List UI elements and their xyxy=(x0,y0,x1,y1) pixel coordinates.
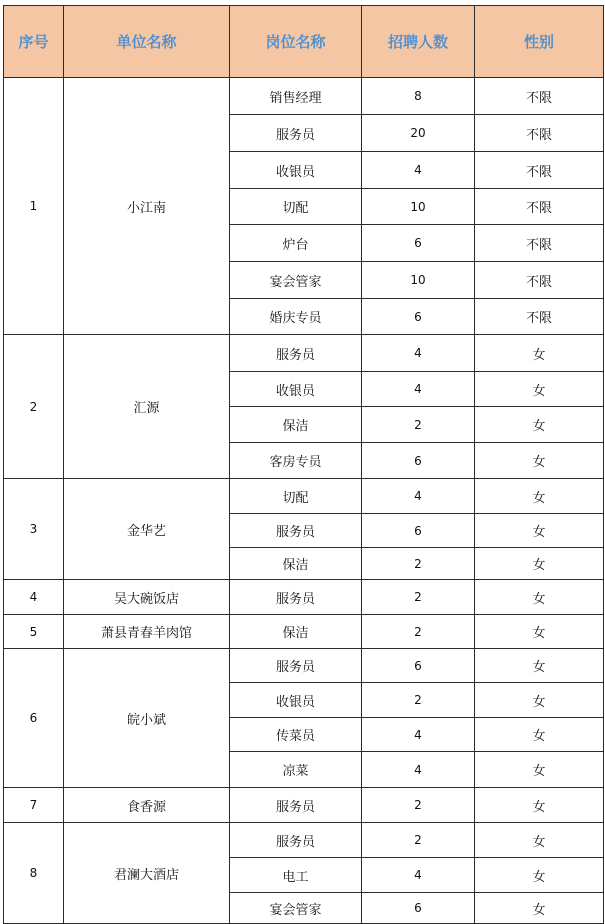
hire-count: 10 xyxy=(362,262,475,299)
unit-index: 3 xyxy=(4,479,64,580)
job-title: 婚庆专员 xyxy=(230,299,362,335)
job-title: 宴会管家 xyxy=(230,262,362,299)
job-title: 客房专员 xyxy=(230,443,362,479)
hire-count: 4 xyxy=(362,858,475,893)
hire-count: 2 xyxy=(362,683,475,718)
unit-name: 君澜大酒店 xyxy=(64,823,230,924)
gender: 不限 xyxy=(475,262,604,299)
header-gender: 性别 xyxy=(475,6,604,78)
job-title: 收银员 xyxy=(230,152,362,189)
job-title: 传菜员 xyxy=(230,718,362,752)
gender: 女 xyxy=(475,548,604,580)
gender: 女 xyxy=(475,718,604,752)
table-body xyxy=(4,78,604,924)
gender: 女 xyxy=(475,335,604,372)
job-title: 宴会管家 xyxy=(230,893,362,924)
job-title: 服务员 xyxy=(230,580,362,615)
hire-count: 6 xyxy=(362,514,475,548)
table-row xyxy=(4,788,604,823)
gender: 女 xyxy=(475,615,604,649)
job-title: 收银员 xyxy=(230,683,362,718)
hire-count: 4 xyxy=(362,335,475,372)
gender: 女 xyxy=(475,649,604,683)
hire-count: 4 xyxy=(362,718,475,752)
unit-index: 2 xyxy=(4,335,64,479)
unit-index: 4 xyxy=(4,580,64,615)
header-unit-name: 单位名称 xyxy=(64,6,230,78)
unit-index: 7 xyxy=(4,788,64,823)
unit-name: 吴大碗饭店 xyxy=(64,580,230,615)
gender: 女 xyxy=(475,788,604,823)
job-title: 凉菜 xyxy=(230,752,362,788)
unit-name: 萧县青春羊肉馆 xyxy=(64,615,230,649)
job-title: 服务员 xyxy=(230,788,362,823)
unit-index: 1 xyxy=(4,78,64,335)
hire-count: 8 xyxy=(362,78,475,115)
hire-count: 4 xyxy=(362,152,475,189)
table-row xyxy=(4,479,604,514)
hire-count: 6 xyxy=(362,893,475,924)
job-title: 电工 xyxy=(230,858,362,893)
table-row xyxy=(4,580,604,615)
gender: 不限 xyxy=(475,115,604,152)
job-title: 服务员 xyxy=(230,514,362,548)
table-row xyxy=(4,649,604,683)
job-title: 服务员 xyxy=(230,115,362,152)
unit-name: 食香源 xyxy=(64,788,230,823)
hire-count: 2 xyxy=(362,788,475,823)
unit-name: 小江南 xyxy=(64,78,230,335)
table-row xyxy=(4,823,604,858)
table-row xyxy=(4,78,604,115)
job-title: 保洁 xyxy=(230,407,362,443)
job-title: 收银员 xyxy=(230,372,362,407)
unit-index: 6 xyxy=(4,649,64,788)
gender: 不限 xyxy=(475,299,604,335)
recruitment-table xyxy=(3,5,604,924)
header-index: 序号 xyxy=(4,6,64,78)
unit-name: 皖小斌 xyxy=(64,649,230,788)
hire-count: 6 xyxy=(362,443,475,479)
hire-count: 2 xyxy=(362,615,475,649)
hire-count: 20 xyxy=(362,115,475,152)
hire-count: 6 xyxy=(362,299,475,335)
hire-count: 4 xyxy=(362,752,475,788)
unit-name: 金华艺 xyxy=(64,479,230,580)
gender: 女 xyxy=(475,823,604,858)
hire-count: 6 xyxy=(362,225,475,262)
gender: 不限 xyxy=(475,78,604,115)
unit-index: 8 xyxy=(4,823,64,924)
hire-count: 2 xyxy=(362,407,475,443)
job-title: 保洁 xyxy=(230,548,362,580)
gender: 女 xyxy=(475,858,604,893)
hire-count: 2 xyxy=(362,548,475,580)
job-title: 切配 xyxy=(230,189,362,225)
job-title: 服务员 xyxy=(230,649,362,683)
gender: 女 xyxy=(475,443,604,479)
hire-count: 4 xyxy=(362,372,475,407)
job-title: 销售经理 xyxy=(230,78,362,115)
gender: 女 xyxy=(475,580,604,615)
gender: 不限 xyxy=(475,189,604,225)
hire-count: 6 xyxy=(362,649,475,683)
gender: 女 xyxy=(475,514,604,548)
header-row xyxy=(4,6,604,78)
hire-count: 4 xyxy=(362,479,475,514)
gender: 女 xyxy=(475,752,604,788)
gender: 女 xyxy=(475,683,604,718)
table-row xyxy=(4,615,604,649)
unit-name: 汇源 xyxy=(64,335,230,479)
header-job-title: 岗位名称 xyxy=(230,6,362,78)
unit-index: 5 xyxy=(4,615,64,649)
gender: 不限 xyxy=(475,152,604,189)
job-title: 服务员 xyxy=(230,823,362,858)
job-title: 服务员 xyxy=(230,335,362,372)
gender: 不限 xyxy=(475,225,604,262)
hire-count: 10 xyxy=(362,189,475,225)
hire-count: 2 xyxy=(362,580,475,615)
gender: 女 xyxy=(475,407,604,443)
job-title: 切配 xyxy=(230,479,362,514)
job-title: 保洁 xyxy=(230,615,362,649)
job-title: 炉台 xyxy=(230,225,362,262)
table-row xyxy=(4,335,604,372)
header-hire-count: 招聘人数 xyxy=(362,6,475,78)
hire-count: 2 xyxy=(362,823,475,858)
gender: 女 xyxy=(475,893,604,924)
gender: 女 xyxy=(475,479,604,514)
gender: 女 xyxy=(475,372,604,407)
